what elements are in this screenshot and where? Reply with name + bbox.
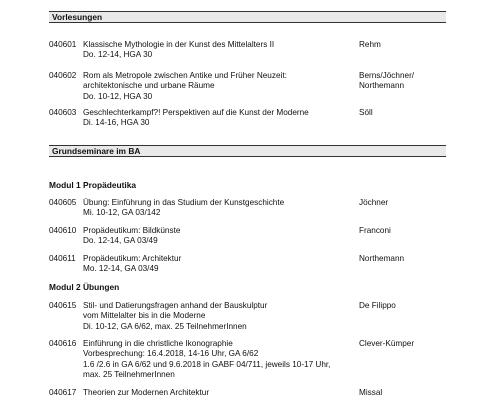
course-title-cont: architektonische und urbane Räume	[83, 81, 215, 91]
section-header-grundseminare	[49, 145, 446, 157]
course-title: Propädeutikum: Architektur	[83, 254, 182, 263]
course-number: 040610	[49, 226, 77, 235]
course-number: 040615	[49, 301, 77, 310]
section-header-vorlesungen	[49, 11, 446, 23]
course-title: Stil- und Datierungsfragen anhand der Bauskulptur	[83, 301, 268, 310]
course-number: 040617	[49, 388, 77, 397]
course-lecturer: Clever-Kümper	[359, 339, 415, 348]
course-lecturer: Northemann	[359, 254, 405, 263]
course-title: Rom als Metropole zwischen Antike und Früher Neuzeit:	[83, 71, 287, 80]
course-time: Do. 10-12, HGA 30	[83, 91, 153, 101]
course-title: Klassische Mythologie in der Kunst des Mittelalters II	[83, 40, 275, 49]
module-label: Modul 1	[49, 180, 81, 190]
course-number: 040611	[49, 254, 76, 263]
course-time: Do. 12-14, HGA 30	[83, 50, 153, 60]
section-title: Grundseminare im BA	[52, 146, 141, 156]
module-heading	[49, 282, 119, 293]
section-title: Vorlesungen	[52, 12, 103, 22]
course-lecturer: Jöchner	[359, 198, 389, 207]
module-heading	[49, 180, 136, 191]
course-title: Theorien zur Modernen Architektur	[83, 388, 210, 397]
course-number: 040616	[49, 339, 77, 348]
course-number: 040602	[49, 71, 77, 80]
course-lecturer-cont: Northemann	[359, 81, 405, 91]
course-title: Einführung in die christliche Ikonographie	[83, 339, 233, 348]
course-number: 040605	[49, 198, 77, 207]
module-title: Propädeutika	[83, 180, 137, 190]
module-label: Modul 2	[49, 282, 81, 292]
course-time: Mo. 12-14, GA 03/49	[83, 264, 159, 274]
course-lecturer: Franconi	[359, 226, 391, 235]
course-time: Di. 10-12, GA 6/62, max. 25 TeilnehmerInnen	[83, 321, 247, 331]
course-time: Mi. 10-12, GA 03/142	[83, 208, 161, 218]
course-title-cont: vom Mittelalter bis in die Moderne	[83, 311, 206, 321]
course-lecturer: Söll	[359, 108, 373, 117]
course-capacity: max. 25 TeilnehmerInnen	[83, 369, 175, 379]
course-title: Propädeutikum: Bildkünste	[83, 226, 181, 235]
module-title: Übungen	[83, 282, 120, 292]
course-time-detail: 1.6 /2.6 in GA 6/62 und 9.6.2018 in GABF 04/711, jeweils 10-17 Uhr,	[83, 359, 331, 369]
course-lecturer: De Filippo	[359, 301, 396, 310]
course-lecturer: Berns/Jöchner/	[359, 71, 415, 80]
course-title: Übung: Einführung in das Studium der Kunstgeschichte	[83, 198, 285, 207]
course-title: Geschlechterkampf?! Perspektiven auf die Kunst der Moderne	[83, 108, 309, 117]
course-time: Vorbesprechung: 16.4.2018, 14-16 Uhr, GA 6/62	[83, 349, 259, 359]
course-lecturer: Missal	[359, 388, 383, 397]
course-time: Do. 12-14, GA 03/49	[83, 236, 158, 246]
course-time: Di. 14-16, HGA 30	[83, 118, 150, 128]
course-lecturer: Rehm	[359, 40, 381, 49]
course-number: 040603	[49, 108, 77, 117]
course-number: 040601	[49, 40, 77, 49]
